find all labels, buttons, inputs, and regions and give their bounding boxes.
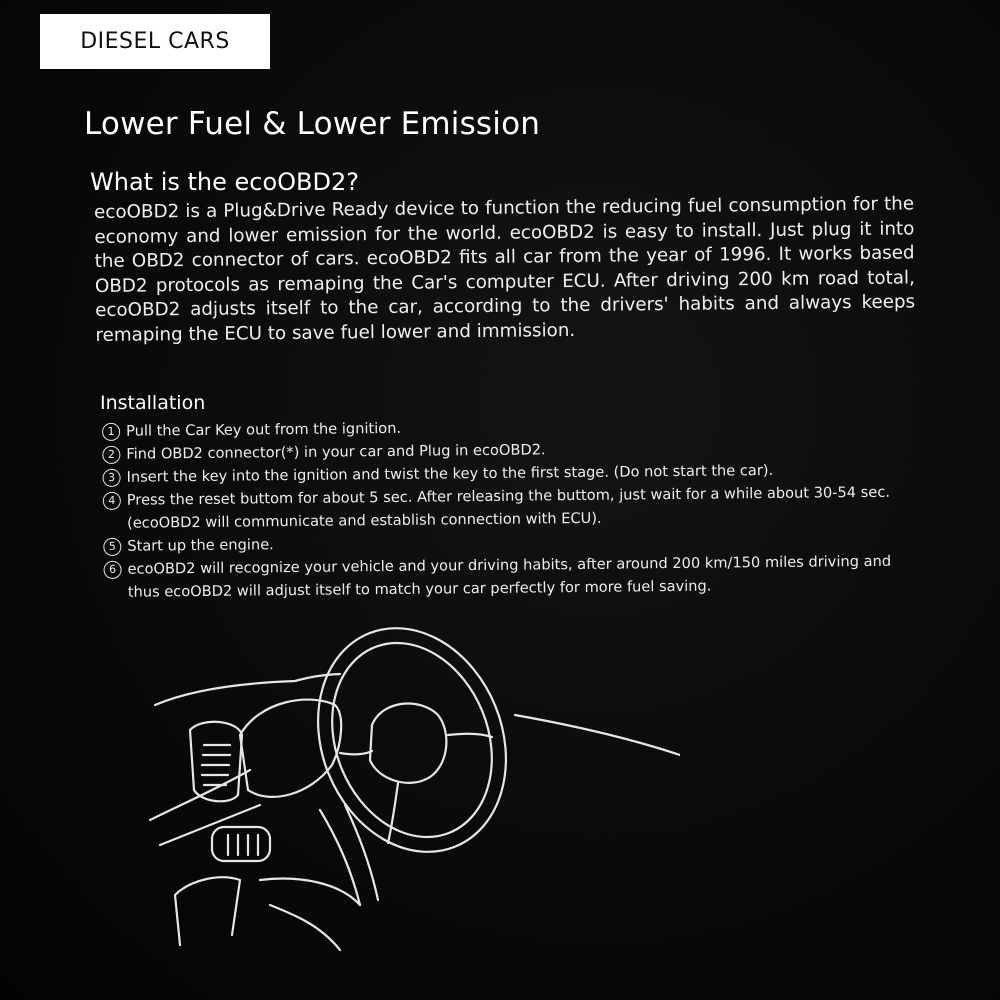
steering-wheel-rim-inner [304,619,520,861]
page-title: Lower Fuel & Lower Emission [84,106,541,142]
steering-spoke-left [340,751,372,754]
steering-column [320,805,378,905]
steering-spoke-bottom [388,783,398,843]
step-text: ecoOBD2 will recognize your vehicle and your driving habits, after around 200 km/150 miles driving and thus ecoOBD2 will adjust itself to match your car perfectly for more fuel saving. [127,552,892,601]
step-number-badge: 1 [102,423,120,441]
installation-steps [102,411,919,604]
category-label: DIESEL CARS [40,14,270,69]
pedal-area [270,905,340,950]
air-vent-upper [190,722,242,802]
step-text: Start up the engine. [127,536,274,555]
step-item [103,549,918,604]
lower-panel [175,877,360,945]
section-heading: What is the ecoOBD2? [90,168,359,196]
step-text: Press the reset buttom for about 5 sec. After releasing the buttom, just wait for a while about 30-54 sec. (ecoOBD2 will communicate and establish connection with ECU). [126,483,891,532]
car-dashboard-illustration [120,605,680,955]
steering-spoke-right [448,734,492,737]
dashboard-lower-edge [150,770,260,845]
steering-wheel-rim [285,605,538,880]
step-text: Find OBD2 connector(*) in your car and Plug in ecoOBD2. [126,441,546,463]
step-text: Pull the Car Key out from the ignition. [126,419,402,440]
instrument-hood [240,700,341,797]
step-number-badge: 6 [103,561,121,579]
step-number-badge: 4 [103,492,121,510]
installation-heading: Installation [100,392,206,414]
steering-hub [370,704,446,783]
air-vent-lower [212,827,270,861]
step-number-badge: 5 [103,538,121,556]
step-number-badge: 2 [102,446,120,464]
step-number-badge: 3 [103,469,121,487]
intro-paragraph: ecoOBD2 is a Plug&Drive Ready device to function the reducing fuel consumption for the economy and lower emission for the world. ecoOBD2 is easy to install. Just plug it into the OBD2 connector of cars. ecoOBD2 fits all car from the year of 1996. It works based OBD2 protocols as remaping the Car's computer ECU. After driving 200 km road total, ecoOBD2 adjusts itself to the car, according to the drivers' habits and always keeps remaping the ECU to save fuel lower and immission. [94,193,916,346]
step-text: Insert the key into the ignition and twist the key to the first stage. (Do not start the car). [126,461,774,486]
dashboard-outline [155,674,680,755]
